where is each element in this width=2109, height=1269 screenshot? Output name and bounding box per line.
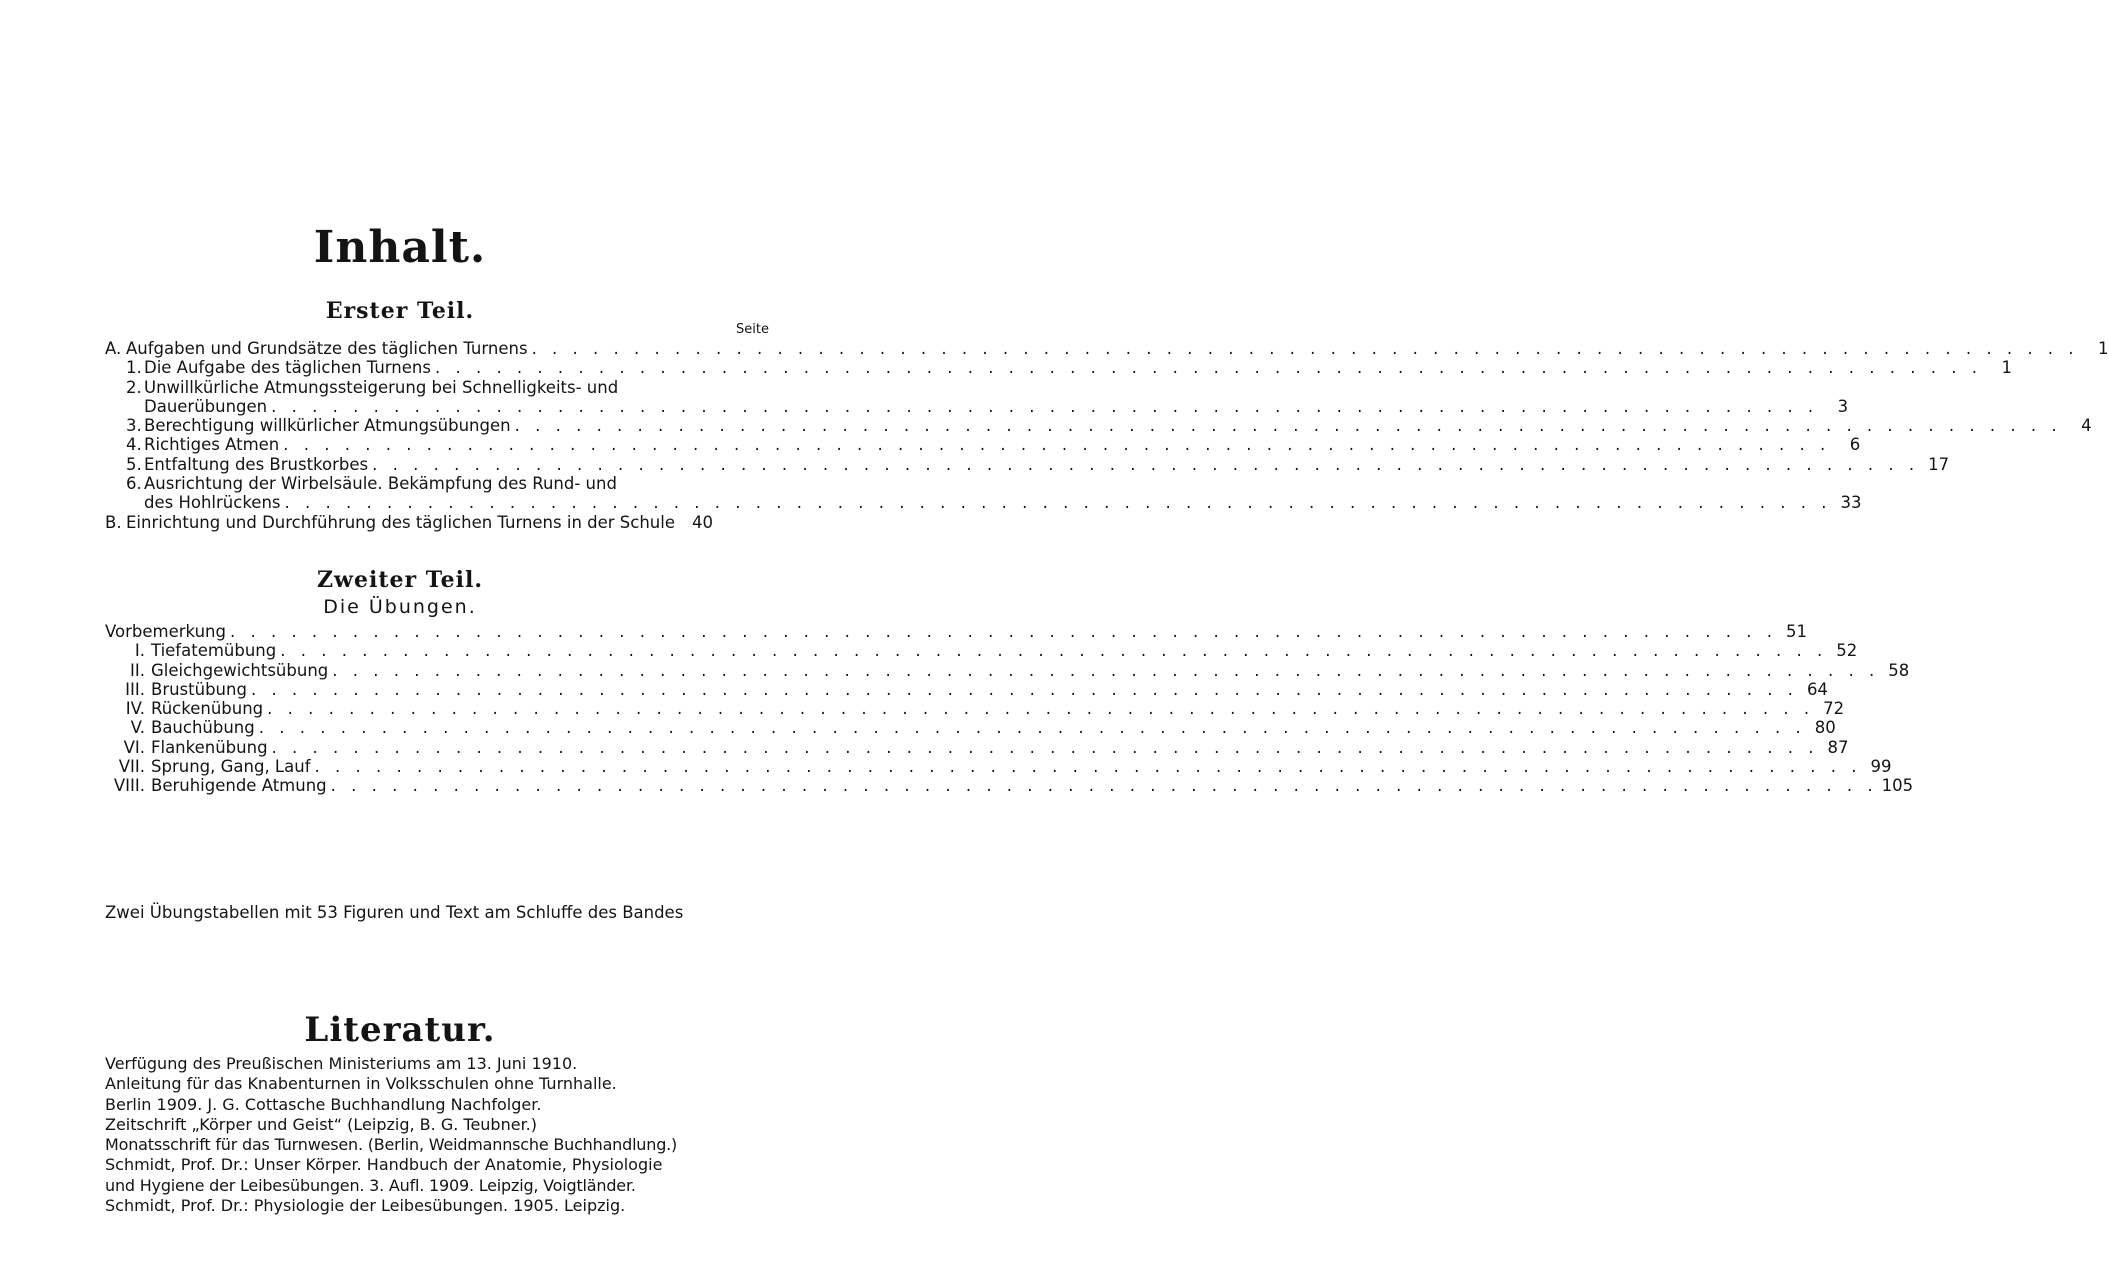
entry-number: 5. bbox=[126, 454, 142, 474]
part-two-subtitle: Die Übungen. bbox=[323, 596, 477, 618]
entry-page: 87 bbox=[1827, 737, 1849, 757]
entry-number: VI. bbox=[123, 737, 145, 757]
leader-dots bbox=[267, 699, 1814, 718]
part-two-title: Zweiter Teil. bbox=[317, 567, 483, 593]
entry-page: 99 bbox=[1870, 757, 1892, 777]
entry-label: Richtiges Atmen bbox=[144, 435, 280, 455]
entry-number: 1. bbox=[126, 358, 142, 378]
leader-dots bbox=[532, 339, 2079, 358]
toc-entry bbox=[105, 454, 1950, 474]
entry-label: Brustübung bbox=[151, 679, 247, 699]
entry-page: 3 bbox=[1837, 396, 1849, 416]
leader-dots bbox=[230, 622, 1777, 641]
leader-dots bbox=[332, 661, 1879, 680]
literature-title: Literatur. bbox=[304, 1010, 496, 1050]
entry-number: A. bbox=[105, 339, 122, 358]
entry-number: V. bbox=[130, 718, 145, 738]
entry-label: Flankenübung bbox=[151, 737, 268, 757]
leader-dots bbox=[280, 641, 1827, 660]
toc-entry bbox=[105, 776, 1914, 796]
entry-label: Rückenübung bbox=[151, 699, 264, 719]
entry-page: 1 bbox=[2001, 358, 2012, 378]
toc-entry bbox=[105, 416, 2092, 436]
literature-line: und Hygiene der Leibesübungen. 3. Aufl. 1909. Leipzig, Voigtländer. bbox=[105, 1175, 636, 1195]
toc-part-one bbox=[105, 339, 2109, 532]
toc-entry bbox=[105, 435, 1861, 455]
entry-page: 51 bbox=[1785, 622, 1807, 641]
page-column-label: Seite bbox=[736, 322, 769, 337]
toc-entry bbox=[105, 641, 1858, 661]
page-title: Inhalt. bbox=[313, 222, 487, 273]
entry-label: Ausrichtung der Wirbelsäule. Bekämpfung des Rund- und bbox=[144, 474, 617, 494]
toc-entry bbox=[105, 699, 1845, 719]
toc-entry-continuation bbox=[105, 396, 1849, 416]
leader-dots bbox=[315, 757, 1862, 776]
entry-label: Einrichtung und Durchführung des täglichen Turnens in der Schule bbox=[126, 512, 675, 532]
entry-page: 58 bbox=[1888, 660, 1910, 680]
literature-line: Berlin 1909. J. G. Cottasche Buchhandlung Nachfolger. bbox=[105, 1094, 542, 1114]
entry-number: VII. bbox=[118, 757, 145, 777]
toc-part-two bbox=[105, 622, 1914, 796]
entry-label: Vorbemerkung bbox=[105, 622, 226, 641]
leader-dots bbox=[271, 397, 1818, 416]
entry-page: 4 bbox=[2081, 416, 2092, 436]
entry-label: Die Aufgabe des täglichen Turnens bbox=[144, 358, 431, 378]
entry-number: I. bbox=[134, 641, 145, 661]
leader-dots bbox=[372, 455, 1919, 474]
entry-number: B. bbox=[105, 512, 122, 532]
entry-label: Entfaltung des Brustkorbes bbox=[144, 454, 369, 474]
toc-entry-continuation bbox=[105, 493, 1862, 513]
toc-entry bbox=[105, 737, 1849, 757]
leader-dots bbox=[515, 416, 2062, 435]
entry-number: III. bbox=[125, 679, 145, 699]
entry-number: 4. bbox=[126, 435, 142, 455]
leader-dots bbox=[435, 358, 1982, 377]
entry-number: 3. bbox=[126, 416, 142, 436]
entry-number: VIII. bbox=[113, 776, 145, 796]
entry-number: II. bbox=[130, 660, 145, 680]
entry-label: Unwillkürliche Atmungssteigerung bei Schnelligkeits- und bbox=[144, 377, 619, 397]
entry-number: IV. bbox=[125, 699, 145, 719]
entry-label: Bauchübung bbox=[151, 718, 255, 738]
toc-entry bbox=[105, 718, 1836, 738]
entry-page: 40 bbox=[692, 512, 713, 532]
entry-number: 6. bbox=[126, 474, 142, 494]
entry-page: 72 bbox=[1823, 699, 1845, 719]
entry-page: 1 bbox=[2098, 339, 2109, 358]
leader-dots bbox=[285, 493, 1832, 512]
literature-line: Schmidt, Prof. Dr.: Unser Körper. Handbuch der Anatomie, Physiologie bbox=[105, 1155, 663, 1175]
literature-line: Verfügung des Preußischen Ministeriums am 13. Juni 1910. bbox=[105, 1054, 578, 1073]
literature-list bbox=[105, 1054, 745, 1216]
entry-page: 80 bbox=[1814, 718, 1836, 738]
toc-entry bbox=[105, 339, 2109, 358]
entry-label: des Hohlrückens bbox=[144, 493, 281, 513]
toc-entry bbox=[105, 513, 713, 532]
toc-entry bbox=[105, 378, 713, 397]
entry-page: 52 bbox=[1836, 641, 1858, 661]
entry-page: 33 bbox=[1840, 493, 1862, 513]
entry-number: 2. bbox=[126, 377, 142, 397]
toc-entry bbox=[105, 358, 2012, 378]
leader-dots bbox=[331, 776, 1878, 795]
leader-dots bbox=[283, 435, 1830, 454]
leader-dots bbox=[272, 738, 1819, 757]
tables-note: Zwei Übungstabellen mit 53 Figuren und Text am Schluffe des Bandes bbox=[105, 903, 684, 922]
entry-label: Tiefatemübung bbox=[151, 641, 277, 661]
toc-entry bbox=[105, 474, 713, 493]
leader-dots bbox=[259, 718, 1806, 737]
entry-label: Berechtigung willkürlicher Atmungsübungen bbox=[144, 416, 511, 436]
toc-entry bbox=[105, 660, 1910, 680]
literature-line: Schmidt, Prof. Dr.: Physiologie der Leibesübungen. 1905. Leipzig. bbox=[105, 1196, 626, 1216]
entry-label: Beruhigende Atmung bbox=[151, 776, 327, 796]
leader-dots bbox=[251, 680, 1798, 699]
entry-page: 105 bbox=[1881, 776, 1914, 796]
entry-label: Sprung, Gang, Lauf bbox=[151, 757, 311, 777]
part-one-title: Erster Teil. bbox=[325, 298, 475, 324]
entry-page: 17 bbox=[1928, 454, 1950, 474]
entry-page: 6 bbox=[1849, 435, 1861, 455]
entry-label: Gleichgewichtsübung bbox=[151, 660, 329, 680]
entry-page: 64 bbox=[1806, 679, 1828, 699]
literature-line: Monatsschrift für das Turnwesen. (Berlin, Weidmannsche Buchhandlung.) bbox=[105, 1135, 678, 1155]
toc-entry bbox=[105, 622, 1807, 641]
literature-line: Zeitschrift „Körper und Geist“ (Leipzig, B. G. Teubner.) bbox=[105, 1114, 537, 1134]
entry-label: Dauerübungen bbox=[144, 396, 268, 416]
toc-entry bbox=[105, 757, 1892, 777]
literature-line: Anleitung für das Knabenturnen in Volksschulen ohne Turnhalle. bbox=[105, 1074, 617, 1094]
toc-entry bbox=[105, 679, 1828, 699]
entry-label: Aufgaben und Grundsätze des täglichen Turnens bbox=[126, 339, 528, 358]
